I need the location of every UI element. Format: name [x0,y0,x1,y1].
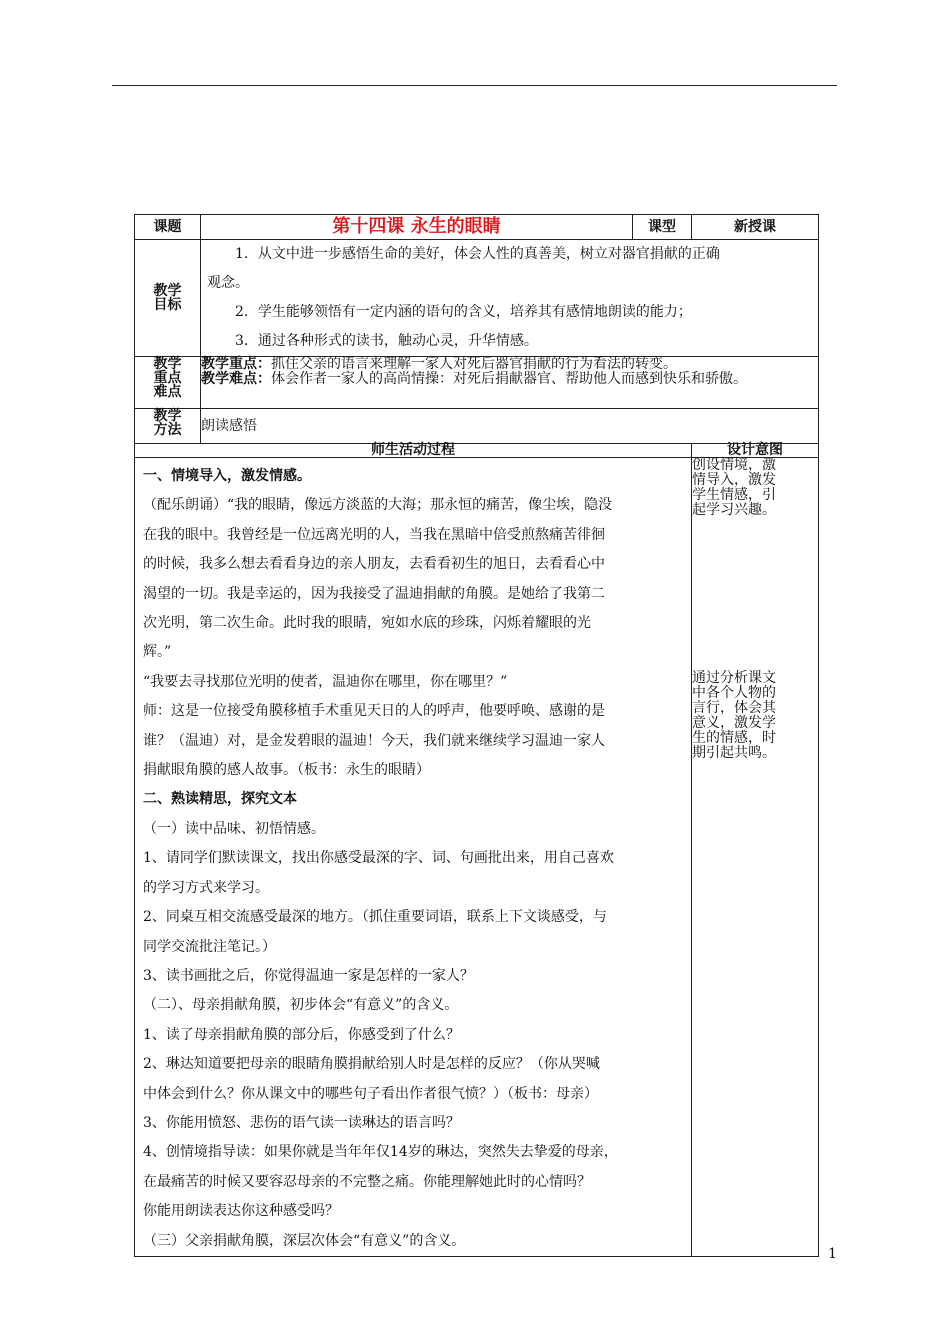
process-line: 在最痛苦的时候又要容忍母亲的不完整之痛。你能理解她此时的心情吗？ [143,1173,591,1190]
process-line: 4、创情境指导读：如果你就是当年年仅14岁的琳达，突然失去挚爱的母亲， [143,1144,618,1161]
intent-block-2 [692,671,818,761]
intent-block-1 [692,458,818,518]
keypoints-label: 教学重点难点 [135,357,201,409]
intent-line: 起学习兴趣。 [692,502,776,518]
goal-item: 2．学生能够领悟有一定内涵的语句的含义，培养其有感情地朗读的能力； [235,304,692,320]
method-value: 朗读感悟 [201,409,819,444]
process-line: “我要去寻找那位光明的使者，温迪你在哪里，你在哪里？” [143,673,508,690]
goal-item: 3．通过各种形式的读书，触动心灵，升华情感。 [235,333,538,349]
process-line: 同学交流批注笔记。） [143,938,276,955]
intent-line: 意义，激发学 [692,715,776,731]
lesson-title: 第十四课 永生的眼睛 [201,215,633,240]
intent-line: 学生情感，引 [692,487,776,503]
keypoints-row [135,357,819,409]
process-line: 3、读书画批之后，你觉得温迪一家是怎样的一家人？ [143,967,474,984]
process-line: 渴望的一切。我是幸运的，因为我接受了温迪捐献的角膜。是她给了我第二 [143,585,605,602]
process-line: 辉。” [143,644,172,661]
focus-line [201,357,818,372]
focus-text: 抓住父亲的语言来理解一家人对死后器官捐献的行为看法的转变。 [271,356,677,372]
process-line: 捐献眼角膜的感人故事。（板书：永生的眼睛） [143,762,430,779]
section-heading: 二、熟读精思，探究文本 [143,791,297,808]
header-row [135,215,819,240]
type-label: 课型 [633,215,692,240]
intent-line: 通过分析课文 [692,670,776,686]
difficulty-label: 教学难点： [201,371,271,387]
process-content [135,458,692,1257]
page-number: 1 [828,1246,837,1262]
goal-item: 观念。 [207,275,249,291]
process-line: 的时候，我多么想去看看身边的亲人朋友，去看看初生的旭日，去看看心中 [143,556,605,573]
process-line: 在我的眼中。我曾经是一位远离光明的人，当我在黑暗中倍受煎熬痛苦徘徊 [143,526,605,543]
header-rule [112,85,837,86]
method-label: 教学方法 [135,409,201,444]
intent-line: 情导入，激发 [692,472,776,488]
process-line: （三）父亲捐献角膜，深层次体会“有意义”的含义。 [143,1232,466,1249]
process-line: 1、读了母亲捐献角膜的部分后，你感受到了什么？ [143,1026,460,1043]
process-line: 中体会到什么？你从课文中的哪些句子看出作者很气愤？）（板书：母亲） [143,1085,598,1102]
process-line: 1、请同学们默读课文，找出你感受最深的字、词、句画批出来，用自己喜欢 [143,850,614,867]
goals-content [201,240,819,357]
process-line: （配乐朗诵）“我的眼睛，像远方淡蓝的大海；那永恒的痛苦，像尘埃，隐没 [143,497,613,514]
process-row [135,458,819,1257]
intent-header: 设计意图 [692,444,819,458]
type-value: 新授课 [692,215,819,240]
process-line: 谁？（温迪）对，是金发碧眼的温迪！今天，我们就来继续学习温迪一家人 [143,732,605,749]
keypoints-content [201,357,819,409]
process-line: 2、同桌互相交流感受最深的地方。（抓住重要词语，联系上下文谈感受，与 [143,909,607,926]
process-line: 3、你能用愤怒、悲伤的语气读一读琳达的语言吗？ [143,1114,460,1131]
lesson-label: 课题 [135,215,201,240]
process-line: 师：这是一位接受角膜移植手术重见天日的人的呼声，他要呼唤、感谢的是 [143,703,605,720]
intent-content [692,458,819,1257]
goal-item: 1．从文中进一步感悟生命的美好，体会人性的真善美，树立对器官捐献的正确 [235,246,720,262]
process-line: （二）、母亲捐献角膜，初步体会“有意义”的含义。 [143,997,459,1014]
process-header-row [135,444,819,458]
intent-line: 中各个人物的 [692,685,776,701]
focus-label: 教学重点： [201,356,271,372]
difficulty-line [201,372,818,387]
process-line: （一）读中品味、初悟情感。 [143,820,325,837]
process-lines [135,462,691,1256]
goals-label: 教学目标 [135,240,201,357]
intent-line: 创设情境，激 [692,457,776,473]
process-header: 师生活动过程 [135,444,692,458]
lesson-plan-table [134,214,819,1257]
process-line: 次光明，第二次生命。此时我的眼睛，宛如水底的珍珠，闪烁着耀眼的光 [143,615,591,632]
section-heading: 一、情境导入，激发情感。 [143,468,311,484]
intent-line: 期引起共鸣。 [692,745,776,761]
difficulty-text: 体会作者一家人的高尚情操：对死后捐献器官、帮助他人而感到快乐和骄傲。 [271,371,747,387]
goals-row [135,240,819,357]
process-line: 你能用朗读表达你这种感受吗？ [143,1203,339,1220]
intent-line: 生的情感，时 [692,730,776,746]
intent-line: 言行，体会其 [692,700,776,716]
method-row [135,409,819,444]
process-line: 2、琳达知道要把母亲的眼睛角膜捐献给别人时是怎样的反应？（你从哭喊 [143,1056,600,1073]
process-line: 的学习方式来学习。 [143,879,269,896]
